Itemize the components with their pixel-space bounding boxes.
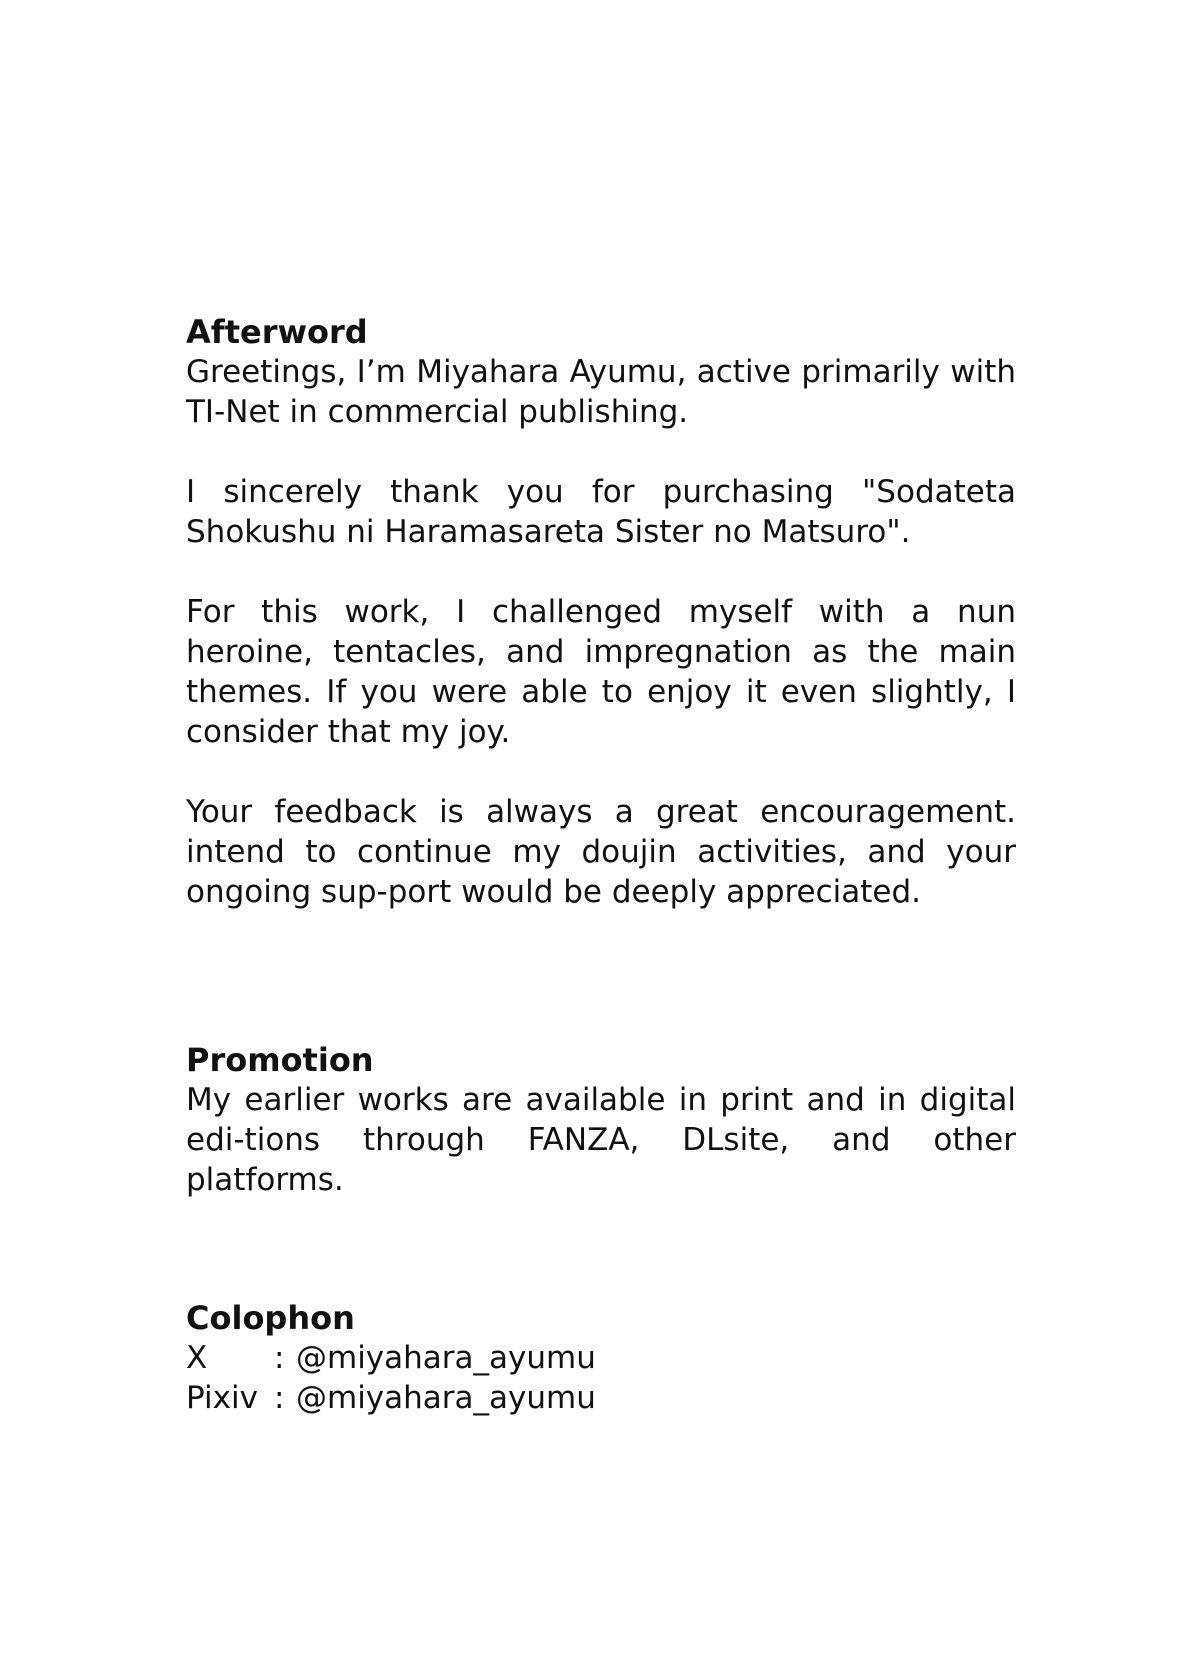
contact-row-x xyxy=(186,1338,1016,1378)
afterword-section xyxy=(186,312,1016,912)
afterword-paragraph-4: Your feedback is always a great encouragement. intend to continue my doujin activities, and your ongoing sup-port would be deeply appreciated. xyxy=(186,794,1016,910)
contact-handle-x: @miyahara_ayumu xyxy=(296,1340,596,1376)
promotion-paragraph: My earlier works are available in print and in digital edi-tions through FANZA, DLsite, and other platforms. xyxy=(186,1082,1016,1198)
promotion-section xyxy=(186,1040,1016,1200)
contact-separator: : xyxy=(274,1340,285,1376)
afterword-paragraph-2: I sincerely thank you for purchasing "Sodateta Shokushu ni Haramasareta Sister no Matsuro". xyxy=(186,474,1016,550)
contact-handle-pixiv: @miyahara_ayumu xyxy=(296,1380,596,1416)
afterword-heading: Afterword xyxy=(186,313,368,351)
contact-separator: : xyxy=(274,1380,285,1416)
promotion-heading: Promotion xyxy=(186,1041,374,1079)
afterword-paragraph-1: Greetings, I’m Miyahara Ayumu, active primarily with TI-Net in commercial publishing. xyxy=(186,354,1016,430)
contact-label-x: X xyxy=(186,1340,208,1376)
contact-row-pixiv xyxy=(186,1378,1016,1418)
document-page xyxy=(186,312,1016,1418)
afterword-paragraph-3: For this work, I challenged myself with a nun heroine, tentacles, and impregnation as the main themes. If you were able to enjoy it even slightly, I consider that my joy. xyxy=(186,594,1016,750)
colophon-heading: Colophon xyxy=(186,1299,355,1337)
contact-label-pixiv: Pixiv xyxy=(186,1380,258,1416)
colophon-section xyxy=(186,1298,1016,1418)
